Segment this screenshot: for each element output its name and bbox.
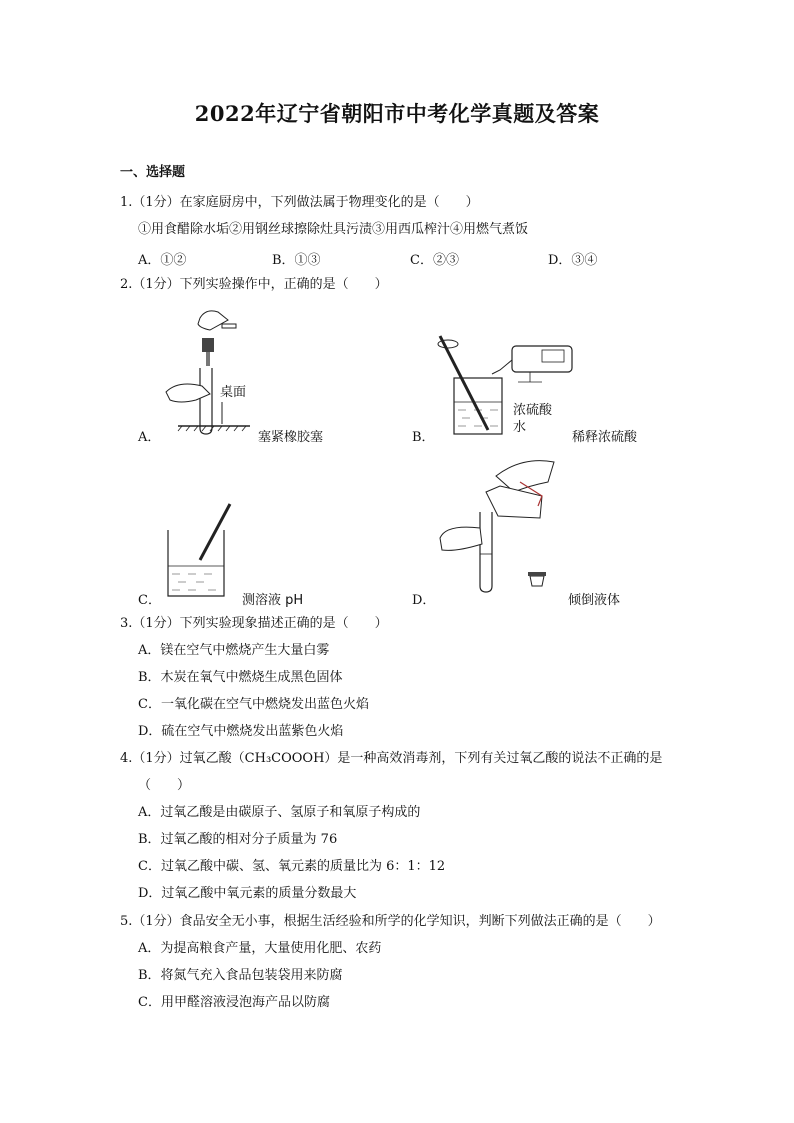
q1-stem: 1.（1分）在家庭厨房中，下列做法属于物理变化的是（ ）: [120, 195, 479, 210]
figure-b-dilution-illustration: [430, 330, 580, 440]
q3-option-a[interactable]: A．镁在空气中燃烧产生大量白雾: [138, 643, 330, 658]
q4-stem-continuation: （ ）: [138, 778, 191, 793]
figure-d-pouring-illustration: [436, 452, 566, 602]
q3-option-d[interactable]: D．硫在空气中燃烧发出蓝紫色火焰: [138, 724, 344, 739]
q4-option-c[interactable]: C．过氧乙酸中碳、氢、氧元素的质量比为 6：1：12: [138, 859, 446, 874]
q2-option-c-letter[interactable]: C．: [138, 593, 161, 608]
figure-a-inner-label: 桌面: [220, 385, 247, 400]
q2-option-b-letter[interactable]: B．: [412, 430, 435, 445]
q5-option-c[interactable]: C．用甲醛溶液浸泡海产品以防腐: [138, 995, 330, 1010]
q2-option-d-letter[interactable]: D．: [412, 593, 436, 608]
q4-stem: 4.（1分）过氧乙酸（CH₃COOOH）是一种高效消毒剂，下列有关过氧乙酸的说法不正确的是: [120, 751, 663, 766]
q4-option-d[interactable]: D．过氧乙酸中氧元素的质量分数最大: [138, 886, 357, 901]
figure-a-stopper-illustration: [150, 300, 260, 440]
q4-option-a[interactable]: A．过氧乙酸是由碳原子、氢原子和氧原子构成的: [138, 805, 421, 820]
q2-option-a-letter[interactable]: A．: [138, 430, 161, 445]
q2-option-c-caption: 测溶液 pH: [242, 593, 304, 608]
q1-option-c[interactable]: C．②③: [410, 253, 459, 268]
q4-option-b[interactable]: B．过氧乙酸的相对分子质量为 76: [138, 832, 338, 847]
q3-option-c[interactable]: C．一氧化碳在空气中燃烧发出蓝色火焰: [138, 697, 369, 712]
q2-option-b-caption: 稀释浓硫酸: [572, 430, 638, 445]
q5-option-a[interactable]: A．为提高粮食产量，大量使用化肥、农药: [138, 941, 382, 956]
q2-option-d-caption: 倾倒液体: [568, 593, 621, 608]
q1-options: [138, 249, 658, 268]
page-title: 2022年辽宁省朝阳市中考化学真题及答案: [194, 101, 600, 126]
q5-stem: 5.（1分）食品安全无小事，根据生活经验和所学的化学知识，判断下列做法正确的是（ ）: [120, 914, 661, 929]
q2-option-a-caption: 塞紧橡胶塞: [258, 430, 324, 445]
q3-option-b[interactable]: B．木炭在氧气中燃烧生成黑色固体: [138, 670, 343, 685]
figure-b-acid-label: 浓硫酸: [513, 403, 553, 418]
figure-c-ph-illustration: [160, 500, 240, 600]
q2-stem: 2.（1分）下列实验操作中，正确的是（ ）: [120, 277, 388, 292]
q1-option-a[interactable]: A．①②: [138, 253, 187, 268]
q3-stem: 3.（1分）下列实验现象描述正确的是（ ）: [120, 616, 388, 631]
section-heading: 一、选择题: [120, 165, 186, 180]
q5-option-b[interactable]: B．将氮气充入食品包装袋用来防腐: [138, 968, 343, 983]
q1-substatement: ①用食醋除水垢②用钢丝球擦除灶具污渍③用西瓜榨汁④用燃气煮饭: [138, 222, 529, 237]
q1-option-d[interactable]: D．③④: [548, 253, 598, 268]
q1-option-b[interactable]: B．①③: [272, 253, 321, 268]
figure-b-water-label: 水: [513, 420, 527, 435]
